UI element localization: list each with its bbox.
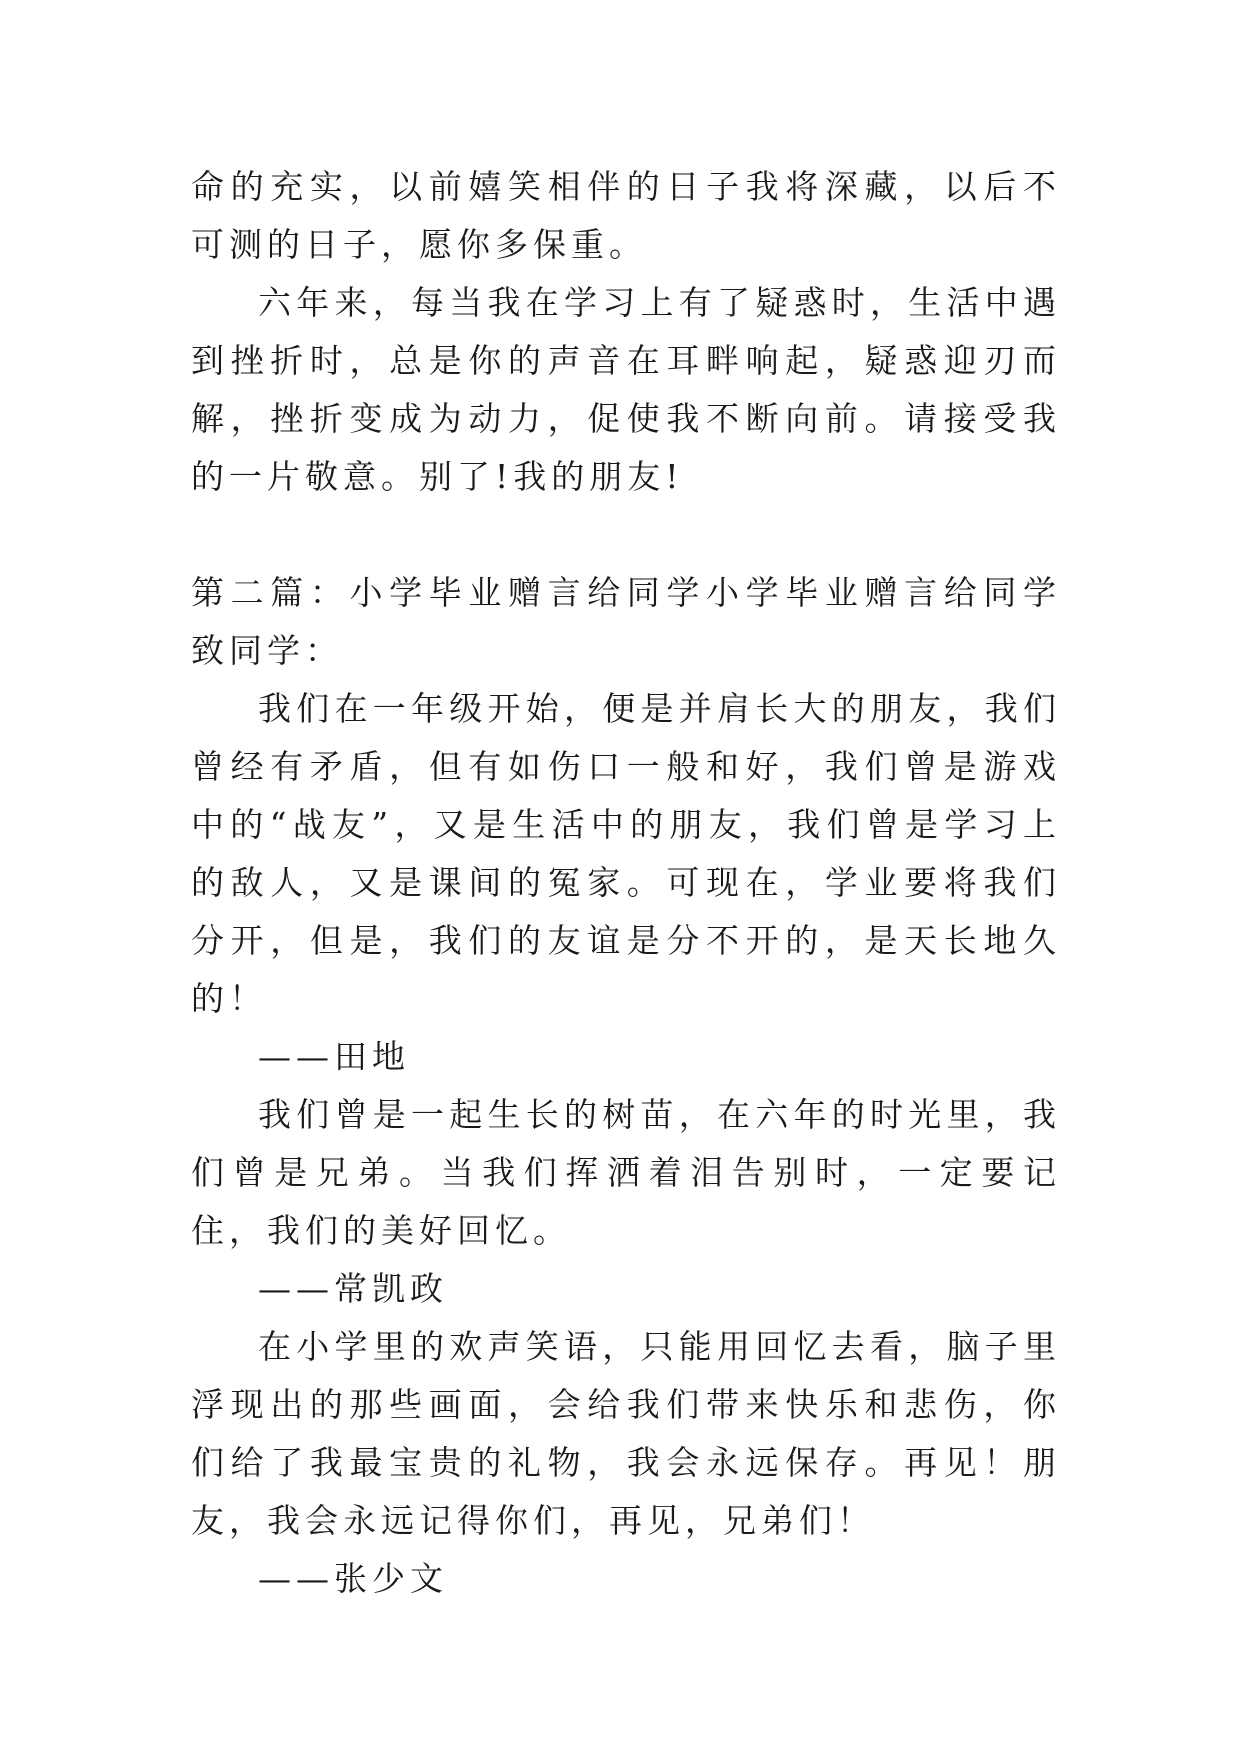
- paragraph-first-grade: 我们在一年级开始，便是并肩长大的朋友，我们曾经有矛盾，但有如伤口一般和好，我们曾是游戏中的“战友”，又是生活中的朋友，我们曾是学习上的敌人，又是课间的冤家。可现在，学业要将我们分开，但是，我们的友谊是分不开的，是天长地久的！: [191, 689, 1061, 1018]
- paragraph-gap: [191, 506, 1061, 564]
- section-heading: 第二篇：小学毕业赠言给同学小学毕业赠言给同学 致同学：: [191, 573, 1137, 670]
- signature-chang-kaizheng: ——常凯政: [258, 1269, 448, 1308]
- document-body: [191, 158, 1137, 1608]
- paragraph-saplings: 我们曾是一起生长的树苗，在六年的时光里，我们曾是兄弟。当我们挥洒着泪告别时，一定要记住，我们的美好回忆。: [191, 1095, 1061, 1250]
- signature-tian-di: ——田地: [258, 1037, 410, 1076]
- signature-zhang-shaowen: ——张少文: [258, 1559, 448, 1598]
- paragraph-six-years: 六年来，每当我在学习上有了疑惑时，生活中遇到挫折时，总是你的声音在耳畔响起，疑惑迎刃而解，挫折变成为动力，促使我不断向前。请接受我的一片敬意。别了!我的朋友!: [191, 283, 1061, 496]
- paragraph-continuation: 命的充实，以前嬉笑相伴的日子我将深藏，以后不可测的日子，愿你多保重。: [191, 167, 1061, 264]
- paragraph-laughter: 在小学里的欢声笑语，只能用回忆去看，脑子里浮现出的那些画面，会给我们带来快乐和悲伤，你们给了我最宝贵的礼物，我会永远保存。再见！朋友，我会永远记得你们，再见，兄弟们！: [191, 1327, 1061, 1540]
